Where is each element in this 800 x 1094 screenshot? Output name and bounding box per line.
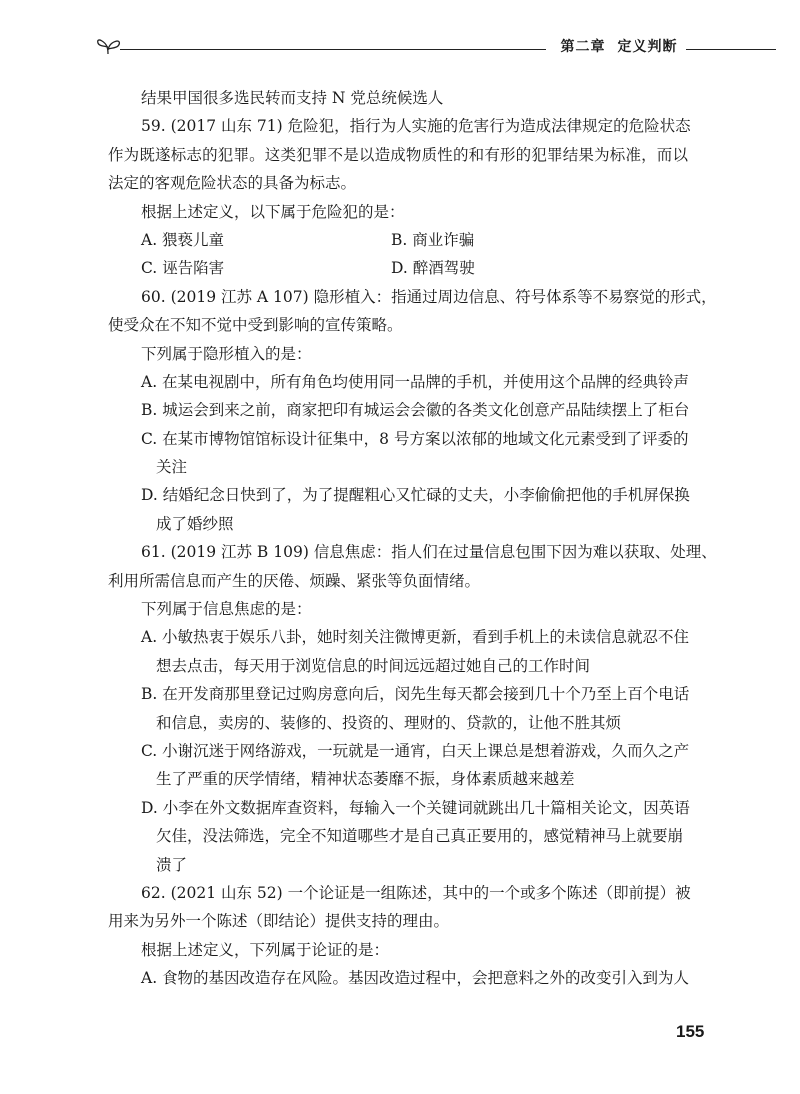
option-d-continued: 成了婚纱照 bbox=[156, 514, 234, 533]
option-c-continued: 生了严重的厌学情绪，精神状态萎靡不振，身体素质越来越差 bbox=[156, 770, 575, 789]
text-line: 法定的客观危险状态的具备为标志。 bbox=[108, 174, 357, 193]
question-prompt: 根据上述定义，以下属于危险犯的是： bbox=[141, 202, 405, 221]
option-d-continued: 欠佳，没法筛选，完全不知道哪些才是自己真正要用的，感觉精神马上就要崩 bbox=[156, 827, 684, 846]
page-number: 155 bbox=[676, 1022, 705, 1041]
options-row bbox=[108, 254, 688, 282]
text-line: 作为既遂标志的犯罪。这类犯罪不是以造成物质性的和有形的犯罪结果为标准，而以 bbox=[108, 145, 688, 164]
question-59 bbox=[108, 112, 691, 282]
question-62 bbox=[108, 879, 691, 993]
option-a: A. 食物的基因改造存在风险。基因改造过程中，会把意料之外的改变引入到为人 bbox=[141, 969, 690, 988]
text-line: 59. (2017 山东 71) 危险犯，指行为人实施的危害行为造成法律规定的危险状态 bbox=[141, 117, 691, 136]
header-rule-right bbox=[686, 49, 776, 50]
chapter-title: 定义判断 bbox=[617, 39, 678, 55]
option-a: A. 小敏热衷于娱乐八卦，她时刻关注微博更新，看到手机上的未读信息就忍不住 bbox=[141, 628, 690, 647]
options-row bbox=[108, 226, 688, 254]
question-prompt: 下列属于隐形植入的是： bbox=[141, 344, 312, 363]
text-line: 61. (2019 江苏 B 109) 信息焦虑：指人们在过量信息包围下因为难以获取、处理、 bbox=[141, 543, 717, 562]
option-d: D. 结婚纪念日快到了，为了提醒粗心又忙碌的丈夫，小李偷偷把他的手机屏保换 bbox=[141, 486, 690, 505]
header-rule-left bbox=[120, 49, 546, 50]
text-line: 使受众在不知不觉中受到影响的宣传策略。 bbox=[108, 316, 403, 335]
text-line: 结果甲国很多选民转而支持 N 党总统候选人 bbox=[141, 89, 444, 107]
option-c: C. 诬告陷害 bbox=[141, 259, 225, 278]
option-d: D. 醉酒驾驶 bbox=[391, 259, 475, 278]
text-line: 用来为另外一个陈述（即结论）提供支持的理由。 bbox=[108, 912, 450, 931]
chapter-heading bbox=[552, 36, 686, 56]
option-b: B. 商业诈骗 bbox=[391, 230, 475, 249]
option-a: A. 猥亵儿童 bbox=[141, 230, 225, 249]
option-b: B. 城运会到来之前，商家把印有城运会会徽的各类文化创意产品陆续摆上了柜台 bbox=[141, 401, 690, 420]
option-c-continued: 关注 bbox=[156, 458, 188, 477]
option-b-continued: 和信息，卖房的、装修的、投资的、理财的、贷款的，让他不胜其烦 bbox=[156, 713, 622, 732]
text-line: 利用所需信息而产生的厌倦、烦躁、紧张等负面情绪。 bbox=[108, 571, 481, 590]
question-60 bbox=[108, 283, 717, 539]
page-body bbox=[108, 84, 717, 993]
option-a: A. 在某电视剧中，所有角色均使用同一品牌的手机，并使用这个品牌的经典铃声 bbox=[141, 372, 690, 391]
question-prompt: 根据上述定义，下列属于论证的是： bbox=[141, 940, 390, 959]
option-c: C. 在某市博物馆馆标设计征集中，8 号方案以浓郁的地域文化元素受到了评委的 bbox=[141, 429, 689, 448]
option-c: C. 小谢沉迷于网络游戏，一玩就是一通宵，白天上课总是想着游戏，久而久之产 bbox=[141, 741, 690, 760]
text-line: 62. (2021 山东 52) 一个论证是一组陈述，其中的一个或多个陈述（即前提）被 bbox=[141, 883, 691, 902]
option-d: D. 小李在外文数据库查资料，每输入一个关键词就跳出几十篇相关论文，因英语 bbox=[141, 798, 690, 817]
running-header bbox=[96, 34, 776, 58]
option-b: B. 在开发商那里登记过购房意向后，闵先生每天都会接到几十个乃至上百个电话 bbox=[141, 685, 690, 704]
chapter-number: 第二章 bbox=[560, 39, 606, 55]
option-d-continued: 溃了 bbox=[156, 855, 188, 874]
text-line: 60. (2019 江苏 A 107) 隐形植入：指通过周边信息、符号体系等不易察觉的形式， bbox=[141, 287, 717, 306]
option-a-continued: 想去点击，每天用于浏览信息的时间远远超过她自己的工作时间 bbox=[156, 656, 591, 675]
question-61 bbox=[108, 538, 717, 879]
sprout-icon bbox=[96, 34, 122, 56]
question-prompt: 下列属于信息焦虑的是： bbox=[141, 600, 312, 619]
